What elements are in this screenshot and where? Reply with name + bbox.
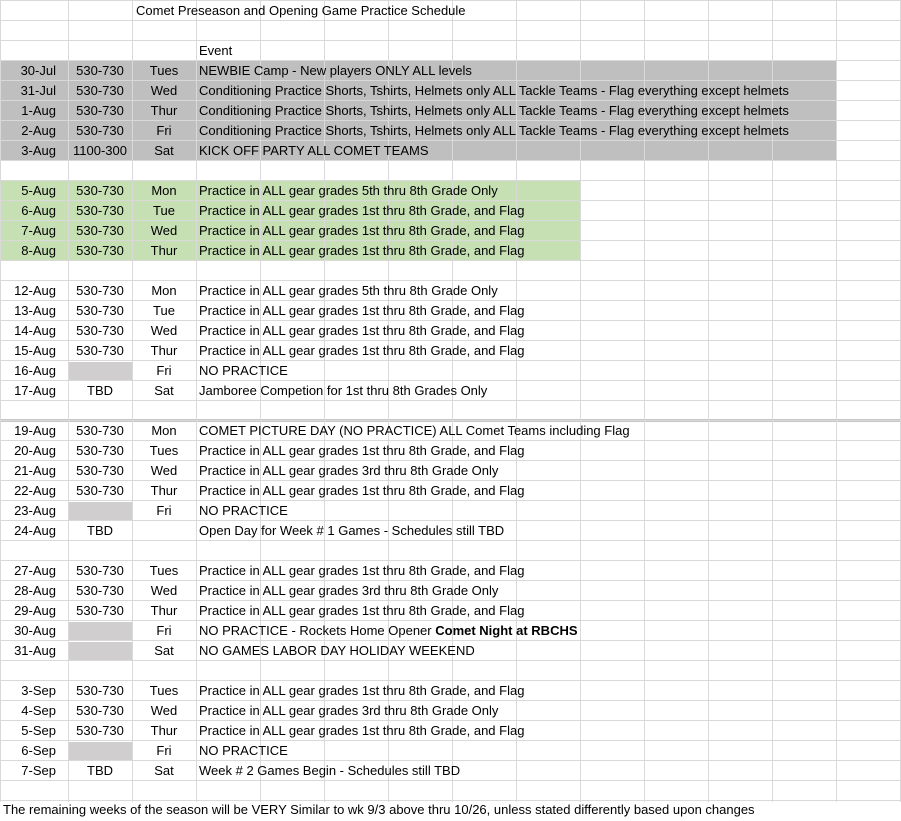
date-cell[interactable]: 8-Aug <box>21 243 56 258</box>
date-cell[interactable]: 1-Aug <box>21 103 56 118</box>
event-cell[interactable]: Practice in ALL gear grades 1st thru 8th Grade, and Flag <box>199 243 525 258</box>
event-cell[interactable]: Practice in ALL gear grades 3rd thru 8th Grade Only <box>199 583 499 598</box>
date-cell[interactable]: 27-Aug <box>14 563 56 578</box>
day-cell[interactable]: Tues <box>149 563 179 578</box>
day-cell[interactable]: Wed <box>150 583 178 598</box>
day-cell[interactable]: Sat <box>154 643 174 658</box>
sheet-title[interactable]: Comet Preseason and Opening Game Practice Schedule <box>136 3 466 18</box>
event-cell[interactable]: Practice in ALL gear grades 1st thru 8th Grade, and Flag <box>199 603 525 618</box>
time-cell[interactable]: 530-730 <box>76 183 124 198</box>
row-gridline <box>0 40 901 41</box>
date-cell[interactable]: 3-Sep <box>21 683 56 698</box>
date-cell[interactable]: 5-Sep <box>21 723 56 738</box>
event-cell[interactable]: Practice in ALL gear grades 1st thru 8th Grade, and Flag <box>199 683 525 698</box>
event-column-header[interactable]: Event <box>199 43 233 58</box>
event-cell[interactable]: Practice in ALL gear grades 3rd thru 8th Grade Only <box>199 463 499 478</box>
event-cell[interactable]: Open Day for Week # 1 Games - Schedules still TBD <box>199 523 505 538</box>
time-cell[interactable]: 530-730 <box>76 223 124 238</box>
day-cell[interactable]: Wed <box>150 223 178 238</box>
time-cell[interactable]: 530-730 <box>76 723 124 738</box>
day-cell[interactable]: Tue <box>153 203 175 218</box>
time-cell[interactable]: 530-730 <box>76 103 124 118</box>
date-cell[interactable]: 14-Aug <box>14 323 56 338</box>
time-cell[interactable]: 530-730 <box>76 83 124 98</box>
event-cell[interactable]: NO PRACTICE <box>199 363 288 378</box>
time-cell[interactable]: 530-730 <box>76 483 124 498</box>
date-cell[interactable]: 23-Aug <box>14 503 56 518</box>
day-cell[interactable]: Thur <box>150 343 178 358</box>
time-cell[interactable]: 530-730 <box>76 243 124 258</box>
event-cell[interactable]: NO PRACTICE - Rockets Home Opener Comet Night at RBCHS <box>199 623 578 638</box>
day-cell[interactable]: Sat <box>154 143 174 158</box>
event-cell[interactable]: Practice in ALL gear grades 1st thru 8th Grade, and Flag <box>199 563 525 578</box>
time-cell[interactable]: 530-730 <box>76 423 124 438</box>
day-cell[interactable]: Mon <box>151 183 177 198</box>
date-cell[interactable]: 4-Sep <box>21 703 56 718</box>
date-cell[interactable]: 22-Aug <box>14 483 56 498</box>
day-cell[interactable]: Tues <box>149 63 179 78</box>
time-cell[interactable]: 530-730 <box>76 303 124 318</box>
date-cell[interactable]: 17-Aug <box>14 383 56 398</box>
event-cell[interactable]: NO PRACTICE <box>199 503 288 518</box>
day-cell[interactable]: Tues <box>149 683 179 698</box>
footer-note[interactable]: The remaining weeks of the season will be VERY Similar to wk 9/3 above thru 10/26, unless stated differently based upon changes <box>3 802 755 817</box>
event-cell[interactable]: NO GAMES LABOR DAY HOLIDAY WEEKEND <box>199 643 475 658</box>
day-cell[interactable]: Wed <box>150 703 178 718</box>
time-cell[interactable]: TBD <box>87 383 113 398</box>
date-cell[interactable]: 7-Sep <box>21 763 56 778</box>
time-cell[interactable] <box>68 621 132 641</box>
event-cell[interactable]: Practice in ALL gear grades 1st thru 8th Grade, and Flag <box>199 723 525 738</box>
date-cell[interactable]: 20-Aug <box>14 443 56 458</box>
event-cell[interactable]: Conditioning Practice Shorts, Tshirts, Helmets only ALL Tackle Teams - Flag everything except helmets <box>199 123 789 138</box>
date-cell[interactable]: 30-Aug <box>14 623 56 638</box>
event-bold-text: Comet Night at RBCHS <box>435 623 578 638</box>
day-cell[interactable]: Mon <box>151 423 177 438</box>
time-cell[interactable]: 530-730 <box>76 63 124 78</box>
date-cell[interactable]: 31-Jul <box>20 83 56 98</box>
event-cell[interactable]: Practice in ALL gear grades 1st thru 8th Grade, and Flag <box>199 483 525 498</box>
date-cell[interactable]: 5-Aug <box>21 183 56 198</box>
day-cell[interactable]: Fri <box>156 363 172 378</box>
date-cell[interactable]: 31-Aug <box>14 643 56 658</box>
day-cell[interactable]: Thur <box>150 483 178 498</box>
event-cell[interactable]: Practice in ALL gear grades 3rd thru 8th Grade Only <box>199 703 499 718</box>
time-cell[interactable]: 530-730 <box>76 283 124 298</box>
time-cell[interactable]: 530-730 <box>76 463 124 478</box>
day-cell[interactable]: Tue <box>153 303 175 318</box>
event-cell[interactable]: NEWBIE Camp - New players ONLY ALL levels <box>199 63 472 78</box>
date-cell[interactable]: 13-Aug <box>14 303 56 318</box>
time-cell[interactable]: 530-730 <box>76 683 124 698</box>
event-cell[interactable]: Jamboree Competion for 1st thru 8th Grades Only <box>199 383 488 398</box>
time-cell[interactable]: 1100-300 <box>73 143 127 158</box>
day-cell[interactable]: Tues <box>149 443 179 458</box>
time-cell[interactable]: TBD <box>87 523 113 538</box>
day-cell[interactable]: Fri <box>156 503 172 518</box>
date-cell[interactable]: 30-Jul <box>20 63 56 78</box>
time-cell[interactable] <box>68 361 132 381</box>
time-cell[interactable]: 530-730 <box>76 443 124 458</box>
date-cell[interactable]: 21-Aug <box>14 463 56 478</box>
event-cell[interactable]: Conditioning Practice Shorts, Tshirts, Helmets only ALL Tackle Teams - Flag everything except helmets <box>199 103 789 118</box>
day-cell[interactable]: Thur <box>150 723 178 738</box>
day-cell[interactable]: Wed <box>150 463 178 478</box>
event-cell[interactable]: Practice in ALL gear grades 5th thru 8th Grade Only <box>199 183 498 198</box>
date-cell[interactable]: 3-Aug <box>21 143 56 158</box>
event-cell[interactable]: Practice in ALL gear grades 5th thru 8th Grade Only <box>199 283 498 298</box>
date-cell[interactable]: 24-Aug <box>14 523 56 538</box>
day-cell[interactable]: Sat <box>154 763 174 778</box>
date-cell[interactable]: 16-Aug <box>14 363 56 378</box>
event-cell[interactable]: NO PRACTICE <box>199 743 288 758</box>
time-cell[interactable] <box>68 741 132 761</box>
event-cell[interactable]: Practice in ALL gear grades 1st thru 8th Grade, and Flag <box>199 203 525 218</box>
date-cell[interactable]: 29-Aug <box>14 603 56 618</box>
day-cell[interactable]: Fri <box>156 623 172 638</box>
day-cell[interactable]: Thur <box>150 243 178 258</box>
day-cell[interactable]: Thur <box>150 103 178 118</box>
event-cell[interactable]: Week # 2 Games Begin - Schedules still TBD <box>199 763 461 778</box>
time-cell[interactable]: 530-730 <box>76 583 124 598</box>
date-cell[interactable]: 12-Aug <box>14 283 56 298</box>
date-cell[interactable]: 2-Aug <box>21 123 56 138</box>
time-cell[interactable]: 530-730 <box>76 203 124 218</box>
time-cell[interactable]: 530-730 <box>76 703 124 718</box>
day-cell[interactable]: Wed <box>150 323 178 338</box>
day-cell[interactable]: Sat <box>154 383 174 398</box>
event-cell[interactable]: Practice in ALL gear grades 1st thru 8th Grade, and Flag <box>199 303 525 318</box>
time-cell[interactable]: 530-730 <box>76 563 124 578</box>
time-cell[interactable] <box>68 641 132 661</box>
day-cell[interactable] <box>132 521 196 541</box>
time-cell[interactable]: TBD <box>87 763 113 778</box>
event-cell[interactable]: Practice in ALL gear grades 1st thru 8th Grade, and Flag <box>199 343 525 358</box>
day-cell[interactable]: Wed <box>150 83 178 98</box>
event-cell[interactable]: Practice in ALL gear grades 1st thru 8th Grade, and Flag <box>199 443 525 458</box>
day-cell[interactable]: Thur <box>150 603 178 618</box>
date-cell[interactable]: 6-Aug <box>21 203 56 218</box>
time-cell[interactable]: 530-730 <box>76 603 124 618</box>
day-cell[interactable]: Fri <box>156 123 172 138</box>
event-cell[interactable]: Conditioning Practice Shorts, Tshirts, Helmets only ALL Tackle Teams - Flag everything except helmets <box>199 83 789 98</box>
event-cell[interactable]: COMET PICTURE DAY (NO PRACTICE) ALL Comet Teams including Flag <box>199 423 630 438</box>
date-cell[interactable]: 6-Sep <box>21 743 56 758</box>
date-cell[interactable]: 15-Aug <box>14 343 56 358</box>
time-cell[interactable]: 530-730 <box>76 343 124 358</box>
time-cell[interactable]: 530-730 <box>76 323 124 338</box>
day-cell[interactable]: Mon <box>151 283 177 298</box>
event-cell[interactable]: KICK OFF PARTY ALL COMET TEAMS <box>199 143 429 158</box>
date-cell[interactable]: 28-Aug <box>14 583 56 598</box>
time-cell[interactable]: 530-730 <box>76 123 124 138</box>
event-cell[interactable]: Practice in ALL gear grades 1st thru 8th Grade, and Flag <box>199 223 525 238</box>
day-cell[interactable]: Fri <box>156 743 172 758</box>
time-cell[interactable] <box>68 501 132 521</box>
event-cell[interactable]: Practice in ALL gear grades 1st thru 8th Grade, and Flag <box>199 323 525 338</box>
date-cell[interactable]: 19-Aug <box>14 423 56 438</box>
date-cell[interactable]: 7-Aug <box>21 223 56 238</box>
